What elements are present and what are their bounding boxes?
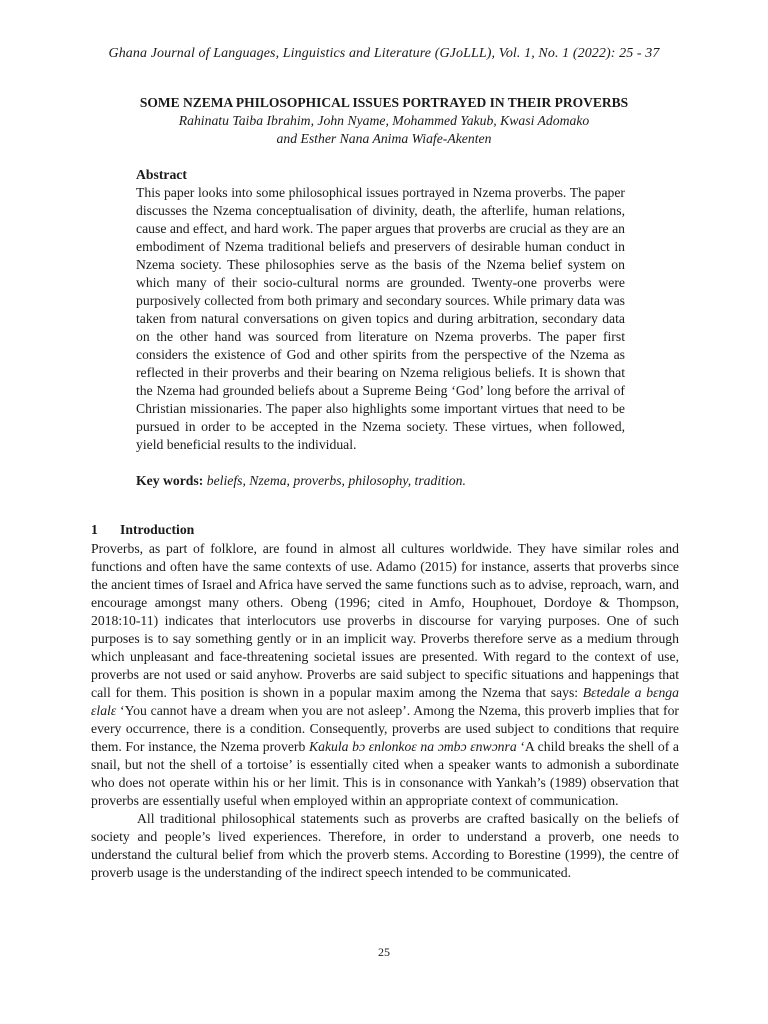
paragraph-1 [91,540,679,810]
paragraph-1-part-3: ‘A child breaks the shell of a snail, but not the shell of a tortoise’ is essentially cited when a speaker wants to admonish a subordinate who does not operate within his or her limit. This is in consonance with Yankah’s (1989) observation that proverbs are essentially useful when employed within an appropriate context of communication. [91,739,679,808]
section-number: 1 [91,522,98,537]
keywords [136,472,625,490]
section-title: Introduction [120,522,195,537]
paragraph-1-part-2: ‘You cannot have a dream when you are not asleep’. Among the Nzema, this proverb implies that for every occurrence, there is a condition. Consequently, proverbs are used subject to conditions that require them. For instance, the Nzema proverb [91,703,679,754]
paragraph-1-part-1: Proverbs, as part of folklore, are found in almost all cultures worldwide. They have similar roles and functions and often have the same contexts of use. Adamo (2015) for instance, asserts that proverbs since the ancient times of Israel and Africa have served the same functions such as to advise, reproach, warn, and encourage amongst many others. Obeng (1996; cited in Amfo, Houphouet, Dordoye & Thompson, 2018:10-11) indicates that interlocutors use proverbs in discourse for varying purposes. One of such purposes is to say something gently or in an implicit way. Proverbs therefore serve as a medium through which unpleasant and face-threatening societal issues are presented. With regard to the context of use, proverbs are not used or said anyhow. Proverbs are said subject to specific situations and happenings that call for them. This position is shown in a popular maxim among the Nzema that says: [91,541,679,700]
body-text [91,540,679,882]
abstract-section [136,166,625,490]
running-head: Ghana Journal of Languages, Linguistics and Literature (GJoLLL), Vol. 1, No. 1 (2022): 25 - 37 [108,46,660,61]
proverb-2: Kakula bɔ ɛnlonkoɛ na ɔmbɔ ɛnwɔnra [308,739,517,754]
abstract-text: This paper looks into some philosophical issues portrayed in Nzema proverbs. The paper discusses the Nzema conceptualisation of divinity, death, the afterlife, human relations, cause and effect, and hard work. The paper argues that proverbs are crucial as they are an embodiment of Nzema traditional beliefs and preservers of desirable human conduct in Nzema society. These philosophies serve as the basis of the Nzema belief system on which many of their socio-cultural norms are grounded. Twenty-one proverbs were purposively collected from both primary and secondary sources. While primary data was taken from natural conversations on given topics and during arbitration, secondary data on the other hand was sourced from literature on Nzema proverbs. The paper first considers the existence of God and other spirits from the perspective of the Nzema as reflected in their proverbs and their bearing on Nzema religious beliefs. It is shown that the Nzema had grounded beliefs about a Supreme Being ‘God’ long before the arrival of Christian missionaries. The paper also highlights some important virtues that need to be pursued in order to be accepted in the Nzema society. These virtues, when followed, yield beneficial results to the individual. [136,185,625,452]
section-heading [91,522,194,538]
keywords-label: Key words: [136,473,204,488]
authors-line-1: Rahinatu Taiba Ibrahim, John Nyame, Mohammed Yakub, Kwasi Adomako [178,113,590,128]
keywords-text: beliefs, Nzema, proverbs, philosophy, tradition. [206,473,466,488]
abstract-heading: Abstract [136,167,187,182]
paragraph-2: All traditional philosophical statements such as proverbs are crafted basically on the beliefs of society and people’s lived experiences. Therefore, in order to understand a proverb, one needs to understand the cultural belief from which the proverb stems. According to Borestine (1999), the centre of proverb usage is the understanding of the indirect speech intended to be communicated. [91,811,679,880]
paper-title: SOME NZEMA PHILOSOPHICAL ISSUES PORTRAYED IN THEIR PROVERBS [139,95,629,110]
page-number: 25 [378,945,390,959]
authors-line-2: and Esther Nana Anima Wiafe-Akenten [276,131,492,146]
proverb-1: Bɛtedale a bɛnga ɛlalɛ [91,685,679,718]
